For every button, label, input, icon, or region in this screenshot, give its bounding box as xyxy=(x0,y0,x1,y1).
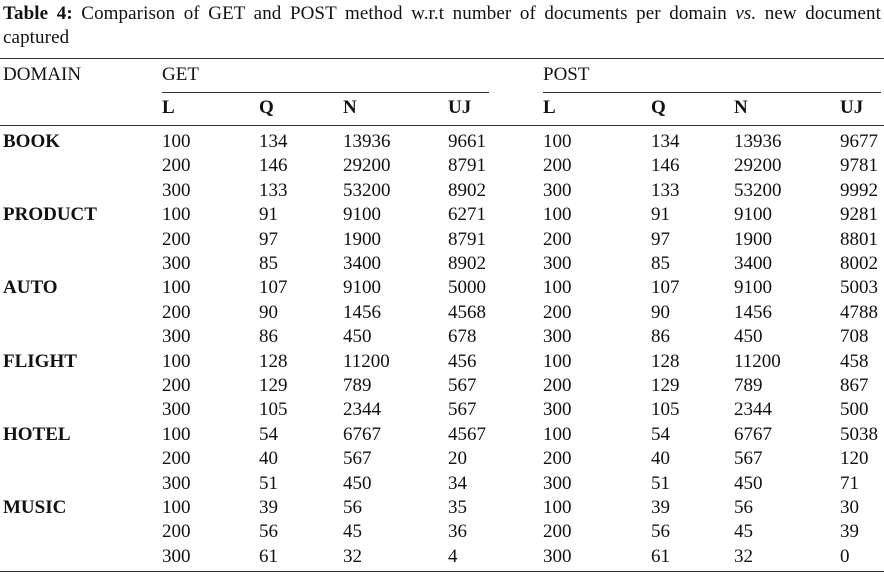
post-q-cell: 40 xyxy=(651,448,670,469)
get-l-cell: 100 xyxy=(162,497,191,518)
get-l-cell: 200 xyxy=(162,302,191,323)
post-n-cell: 53200 xyxy=(734,180,782,201)
post-l-cell: 200 xyxy=(543,229,572,250)
get-uj-cell: 5000 xyxy=(448,277,486,298)
domain-name: AUTO xyxy=(3,277,58,298)
post-uj-cell: 0 xyxy=(840,546,850,567)
post-n-cell: 789 xyxy=(734,375,763,396)
get-group-rule xyxy=(162,92,489,93)
post-uj-cell: 500 xyxy=(840,399,869,420)
get-uj-cell: 20 xyxy=(448,448,467,469)
post-n-cell: 1900 xyxy=(734,229,772,250)
header-domain: DOMAIN xyxy=(3,64,82,85)
post-l-cell: 300 xyxy=(543,253,572,274)
post-n-cell: 9100 xyxy=(734,204,772,225)
post-uj-cell: 9992 xyxy=(840,180,878,201)
post-uj-cell: 39 xyxy=(840,521,859,542)
post-uj-cell: 708 xyxy=(840,326,869,347)
header-get-l: L xyxy=(162,97,175,118)
post-n-cell: 11200 xyxy=(734,351,781,372)
get-l-cell: 100 xyxy=(162,277,191,298)
get-uj-cell: 678 xyxy=(448,326,477,347)
caption-text-a: Comparison of GET and POST method w.r.t number of documents per domain xyxy=(81,3,727,24)
header-get-q: Q xyxy=(259,97,274,118)
post-l-cell: 100 xyxy=(543,497,572,518)
post-q-cell: 128 xyxy=(651,351,680,372)
header-bottom-rule xyxy=(0,125,884,126)
post-uj-cell: 120 xyxy=(840,448,869,469)
get-uj-cell: 8791 xyxy=(448,229,486,250)
post-q-cell: 39 xyxy=(651,497,670,518)
get-n-cell: 11200 xyxy=(343,351,390,372)
get-uj-cell: 36 xyxy=(448,521,467,542)
post-n-cell: 1456 xyxy=(734,302,772,323)
post-q-cell: 90 xyxy=(651,302,670,323)
post-uj-cell: 5003 xyxy=(840,277,878,298)
domain-name: PRODUCT xyxy=(3,204,97,225)
table-top-rule xyxy=(0,58,884,59)
post-uj-cell: 9781 xyxy=(840,155,878,176)
get-q-cell: 128 xyxy=(259,351,288,372)
post-l-cell: 100 xyxy=(543,204,572,225)
post-uj-cell: 8801 xyxy=(840,229,878,250)
post-l-cell: 300 xyxy=(543,546,572,567)
post-q-cell: 54 xyxy=(651,424,670,445)
get-n-cell: 567 xyxy=(343,448,372,469)
post-l-cell: 300 xyxy=(543,473,572,494)
post-l-cell: 300 xyxy=(543,326,572,347)
get-q-cell: 56 xyxy=(259,521,278,542)
get-l-cell: 200 xyxy=(162,448,191,469)
post-n-cell: 450 xyxy=(734,473,763,494)
get-uj-cell: 567 xyxy=(448,399,477,420)
get-q-cell: 61 xyxy=(259,546,278,567)
get-uj-cell: 4568 xyxy=(448,302,486,323)
get-n-cell: 3400 xyxy=(343,253,381,274)
post-n-cell: 56 xyxy=(734,497,753,518)
get-q-cell: 146 xyxy=(259,155,288,176)
header-get: GET xyxy=(162,64,199,85)
table-caption xyxy=(3,2,881,50)
post-uj-cell: 8002 xyxy=(840,253,878,274)
get-uj-cell: 456 xyxy=(448,351,477,372)
post-q-cell: 105 xyxy=(651,399,680,420)
post-q-cell: 133 xyxy=(651,180,680,201)
post-n-cell: 2344 xyxy=(734,399,772,420)
get-n-cell: 32 xyxy=(343,546,362,567)
get-n-cell: 789 xyxy=(343,375,372,396)
get-uj-cell: 4567 xyxy=(448,424,486,445)
header-post-q: Q xyxy=(651,97,666,118)
post-n-cell: 567 xyxy=(734,448,763,469)
post-n-cell: 9100 xyxy=(734,277,772,298)
post-n-cell: 45 xyxy=(734,521,753,542)
post-group-rule xyxy=(543,92,881,93)
get-l-cell: 200 xyxy=(162,155,191,176)
get-n-cell: 450 xyxy=(343,473,372,494)
get-q-cell: 51 xyxy=(259,473,278,494)
get-q-cell: 91 xyxy=(259,204,278,225)
post-uj-cell: 867 xyxy=(840,375,869,396)
get-uj-cell: 8791 xyxy=(448,155,486,176)
get-n-cell: 45 xyxy=(343,521,362,542)
post-q-cell: 86 xyxy=(651,326,670,347)
post-n-cell: 450 xyxy=(734,326,763,347)
get-uj-cell: 9661 xyxy=(448,131,486,152)
get-l-cell: 200 xyxy=(162,521,191,542)
get-uj-cell: 6271 xyxy=(448,204,486,225)
get-n-cell: 56 xyxy=(343,497,362,518)
get-q-cell: 85 xyxy=(259,253,278,274)
get-l-cell: 300 xyxy=(162,473,191,494)
get-uj-cell: 8902 xyxy=(448,253,486,274)
domain-name: HOTEL xyxy=(3,424,71,445)
header-post-uj: UJ xyxy=(840,97,864,118)
get-n-cell: 13936 xyxy=(343,131,391,152)
post-uj-cell: 4788 xyxy=(840,302,878,323)
post-l-cell: 300 xyxy=(543,180,572,201)
post-uj-cell: 458 xyxy=(840,351,869,372)
post-q-cell: 56 xyxy=(651,521,670,542)
post-uj-cell: 30 xyxy=(840,497,859,518)
get-n-cell: 1900 xyxy=(343,229,381,250)
post-l-cell: 200 xyxy=(543,448,572,469)
get-uj-cell: 567 xyxy=(448,375,477,396)
get-q-cell: 40 xyxy=(259,448,278,469)
post-uj-cell: 71 xyxy=(840,473,859,494)
post-q-cell: 134 xyxy=(651,131,680,152)
post-n-cell: 6767 xyxy=(734,424,772,445)
get-q-cell: 86 xyxy=(259,326,278,347)
post-q-cell: 85 xyxy=(651,253,670,274)
get-q-cell: 134 xyxy=(259,131,288,152)
get-l-cell: 100 xyxy=(162,351,191,372)
get-l-cell: 100 xyxy=(162,131,191,152)
domain-name: BOOK xyxy=(3,131,61,152)
get-q-cell: 105 xyxy=(259,399,288,420)
get-n-cell: 9100 xyxy=(343,277,381,298)
domain-name: MUSIC xyxy=(3,497,67,518)
get-q-cell: 39 xyxy=(259,497,278,518)
get-l-cell: 300 xyxy=(162,180,191,201)
post-l-cell: 100 xyxy=(543,351,572,372)
get-n-cell: 1456 xyxy=(343,302,381,323)
post-l-cell: 200 xyxy=(543,302,572,323)
post-n-cell: 3400 xyxy=(734,253,772,274)
post-q-cell: 107 xyxy=(651,277,680,298)
header-post-l: L xyxy=(543,97,556,118)
get-q-cell: 129 xyxy=(259,375,288,396)
header-get-uj: UJ xyxy=(448,97,472,118)
get-n-cell: 2344 xyxy=(343,399,381,420)
post-uj-cell: 5038 xyxy=(840,424,878,445)
post-n-cell: 13936 xyxy=(734,131,782,152)
domain-name: FLIGHT xyxy=(3,351,77,372)
post-uj-cell: 9281 xyxy=(840,204,878,225)
get-n-cell: 29200 xyxy=(343,155,391,176)
caption-vs: vs. xyxy=(735,3,757,24)
post-q-cell: 129 xyxy=(651,375,680,396)
header-post-n: N xyxy=(734,97,748,118)
get-l-cell: 300 xyxy=(162,253,191,274)
post-l-cell: 200 xyxy=(543,155,572,176)
post-l-cell: 200 xyxy=(543,375,572,396)
get-uj-cell: 35 xyxy=(448,497,467,518)
post-l-cell: 100 xyxy=(543,277,572,298)
table-bottom-rule xyxy=(0,571,884,572)
get-l-cell: 300 xyxy=(162,399,191,420)
get-l-cell: 300 xyxy=(162,546,191,567)
get-q-cell: 107 xyxy=(259,277,288,298)
get-q-cell: 54 xyxy=(259,424,278,445)
post-l-cell: 100 xyxy=(543,424,572,445)
caption-label: Table 4: xyxy=(3,3,73,24)
get-l-cell: 200 xyxy=(162,229,191,250)
post-q-cell: 91 xyxy=(651,204,670,225)
post-q-cell: 61 xyxy=(651,546,670,567)
get-n-cell: 53200 xyxy=(343,180,391,201)
get-uj-cell: 4 xyxy=(448,546,458,567)
get-n-cell: 6767 xyxy=(343,424,381,445)
get-uj-cell: 8902 xyxy=(448,180,486,201)
caption-text-b: new document captured xyxy=(3,3,881,48)
post-n-cell: 32 xyxy=(734,546,753,567)
post-l-cell: 100 xyxy=(543,131,572,152)
get-uj-cell: 34 xyxy=(448,473,467,494)
get-n-cell: 9100 xyxy=(343,204,381,225)
header-post: POST xyxy=(543,64,590,85)
get-q-cell: 133 xyxy=(259,180,288,201)
get-l-cell: 100 xyxy=(162,424,191,445)
post-l-cell: 200 xyxy=(543,521,572,542)
get-q-cell: 90 xyxy=(259,302,278,323)
post-l-cell: 300 xyxy=(543,399,572,420)
post-q-cell: 146 xyxy=(651,155,680,176)
get-l-cell: 300 xyxy=(162,326,191,347)
post-n-cell: 29200 xyxy=(734,155,782,176)
post-q-cell: 97 xyxy=(651,229,670,250)
post-uj-cell: 9677 xyxy=(840,131,878,152)
header-get-n: N xyxy=(343,97,357,118)
get-q-cell: 97 xyxy=(259,229,278,250)
get-l-cell: 100 xyxy=(162,204,191,225)
get-n-cell: 450 xyxy=(343,326,372,347)
get-l-cell: 200 xyxy=(162,375,191,396)
post-q-cell: 51 xyxy=(651,473,670,494)
